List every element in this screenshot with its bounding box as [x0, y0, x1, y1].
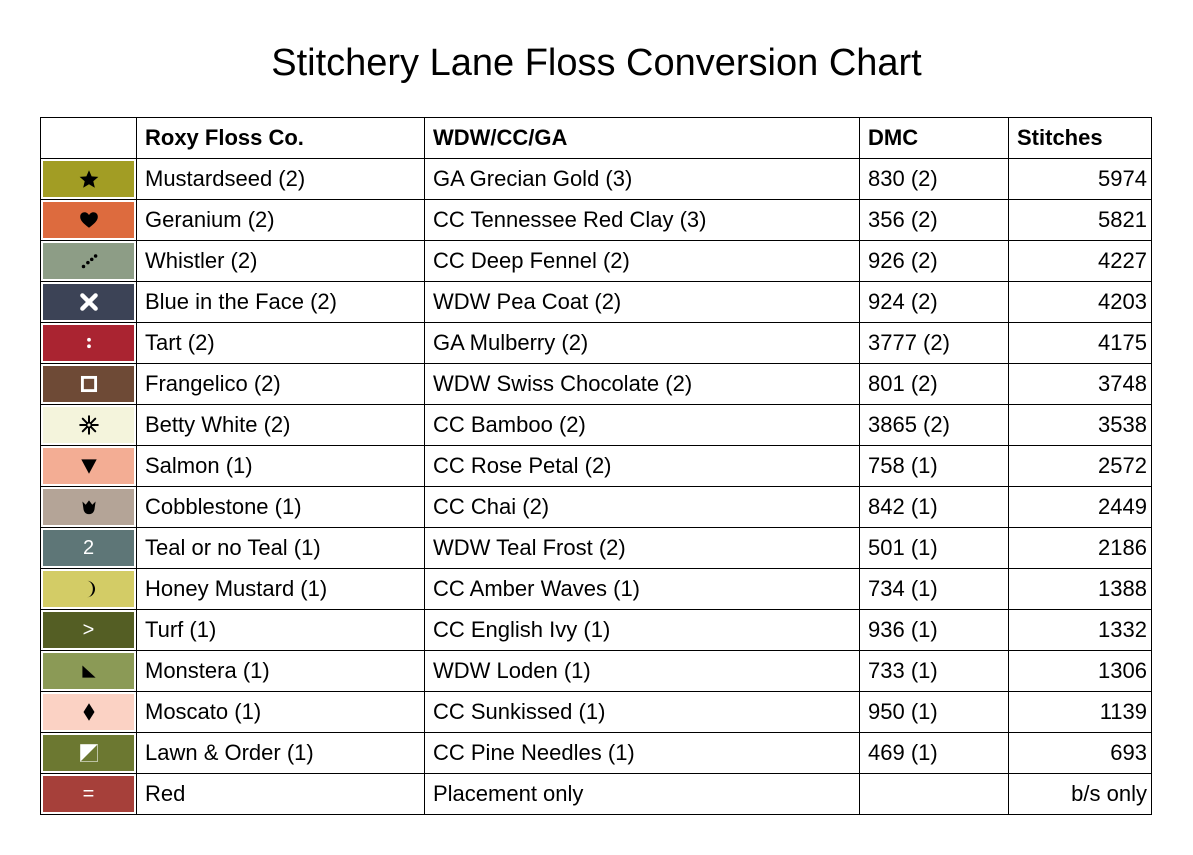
dmc-number: 842 (1) — [860, 487, 1009, 528]
header-symbol — [41, 118, 137, 159]
roxy-floss-name: Turf (1) — [137, 610, 425, 651]
color-swatch-cell — [41, 446, 137, 487]
wdw-cc-ga-name: CC Pine Needles (1) — [425, 733, 860, 774]
roxy-floss-name: Whistler (2) — [137, 241, 425, 282]
color-swatch-cell — [41, 528, 137, 569]
color-swatch — [43, 284, 134, 320]
roxy-floss-name: Tart (2) — [137, 323, 425, 364]
wdw-cc-ga-name: CC Rose Petal (2) — [425, 446, 860, 487]
header-wdw: WDW/CC/GA — [425, 118, 860, 159]
color-swatch — [43, 571, 134, 607]
stitch-count: 2572 — [1009, 446, 1152, 487]
stitch-count: 1332 — [1009, 610, 1152, 651]
color-swatch — [43, 202, 134, 238]
color-swatch — [43, 448, 134, 484]
table-row — [41, 159, 1152, 200]
color-swatch-cell — [41, 405, 137, 446]
dotted-diagonal-icon — [78, 250, 100, 272]
color-swatch — [43, 325, 134, 361]
stitch-count: 1139 — [1009, 692, 1152, 733]
roxy-floss-name: Monstera (1) — [137, 651, 425, 692]
table-row — [41, 446, 1152, 487]
color-swatch-cell — [41, 364, 137, 405]
dmc-number: 733 (1) — [860, 651, 1009, 692]
wdw-cc-ga-name: CC English Ivy (1) — [425, 610, 860, 651]
color-swatch-cell — [41, 774, 137, 815]
wdw-cc-ga-name: CC Amber Waves (1) — [425, 569, 860, 610]
roxy-floss-name: Geranium (2) — [137, 200, 425, 241]
roxy-floss-name: Betty White (2) — [137, 405, 425, 446]
roxy-floss-name: Blue in the Face (2) — [137, 282, 425, 323]
dmc-number: 356 (2) — [860, 200, 1009, 241]
dmc-number: 3865 (2) — [860, 405, 1009, 446]
color-swatch-cell — [41, 569, 137, 610]
color-swatch — [43, 366, 134, 402]
wdw-cc-ga-name: CC Chai (2) — [425, 487, 860, 528]
stitch-count: 2449 — [1009, 487, 1152, 528]
crescent-moon-icon — [78, 578, 100, 600]
header-dmc: DMC — [860, 118, 1009, 159]
color-swatch — [43, 776, 134, 812]
color-swatch — [43, 489, 134, 525]
dmc-number: 3777 (2) — [860, 323, 1009, 364]
dmc-number: 950 (1) — [860, 692, 1009, 733]
wdw-cc-ga-name: Placement only — [425, 774, 860, 815]
wdw-cc-ga-name: WDW Swiss Chocolate (2) — [425, 364, 860, 405]
dmc-number: 926 (2) — [860, 241, 1009, 282]
table-header-row — [41, 118, 1152, 159]
table-row — [41, 487, 1152, 528]
color-swatch — [43, 407, 134, 443]
color-swatch — [43, 612, 134, 648]
stitch-count: 3538 — [1009, 405, 1152, 446]
stitch-count: 2186 — [1009, 528, 1152, 569]
roxy-floss-name: Lawn & Order (1) — [137, 733, 425, 774]
equals-icon: = — [82, 783, 95, 805]
roxy-floss-name: Salmon (1) — [137, 446, 425, 487]
table-row — [41, 651, 1152, 692]
diamond-icon — [78, 701, 100, 723]
roxy-floss-name: Red — [137, 774, 425, 815]
hollow-square-icon — [78, 373, 100, 395]
dmc-number: 758 (1) — [860, 446, 1009, 487]
corner-triangle-icon — [78, 660, 100, 682]
table-row — [41, 364, 1152, 405]
greater-than-icon: > — [82, 619, 95, 641]
color-swatch-cell — [41, 159, 137, 200]
color-swatch-cell — [41, 733, 137, 774]
stitch-count: 4203 — [1009, 282, 1152, 323]
roxy-floss-name: Cobblestone (1) — [137, 487, 425, 528]
wdw-cc-ga-name: CC Bamboo (2) — [425, 405, 860, 446]
stitch-count: 5974 — [1009, 159, 1152, 200]
stitch-count: 4175 — [1009, 323, 1152, 364]
stitch-count: 4227 — [1009, 241, 1152, 282]
page-title: Stitchery Lane Floss Conversion Chart — [271, 42, 922, 84]
table-row — [41, 692, 1152, 733]
wdw-cc-ga-name: GA Mulberry (2) — [425, 323, 860, 364]
stitch-count: b/s only — [1009, 774, 1152, 815]
color-swatch-cell — [41, 241, 137, 282]
table-row — [41, 241, 1152, 282]
color-swatch-cell — [41, 610, 137, 651]
stitch-count: 1388 — [1009, 569, 1152, 610]
wdw-cc-ga-name: GA Grecian Gold (3) — [425, 159, 860, 200]
roxy-floss-name: Honey Mustard (1) — [137, 569, 425, 610]
number-2-icon: 2 — [82, 537, 95, 559]
roxy-floss-name: Mustardseed (2) — [137, 159, 425, 200]
colon-icon — [78, 332, 100, 354]
color-swatch-cell — [41, 487, 137, 528]
table-row — [41, 200, 1152, 241]
heart-icon — [78, 209, 100, 231]
table-row — [41, 610, 1152, 651]
down-triangle-icon — [78, 455, 100, 477]
roxy-floss-name: Teal or no Teal (1) — [137, 528, 425, 569]
dmc-number: 501 (1) — [860, 528, 1009, 569]
bold-x-icon — [78, 291, 100, 313]
color-swatch-cell — [41, 651, 137, 692]
half-square-icon — [78, 742, 100, 764]
table-row — [41, 569, 1152, 610]
table-row — [41, 733, 1152, 774]
color-swatch — [43, 735, 134, 771]
floss-conversion-table — [40, 117, 1152, 815]
wdw-cc-ga-name: WDW Teal Frost (2) — [425, 528, 860, 569]
header-roxy: Roxy Floss Co. — [137, 118, 425, 159]
roxy-floss-name: Frangelico (2) — [137, 364, 425, 405]
table-row — [41, 405, 1152, 446]
dmc-number: 734 (1) — [860, 569, 1009, 610]
dmc-number: 830 (2) — [860, 159, 1009, 200]
color-swatch — [43, 161, 134, 197]
dmc-number — [860, 774, 1009, 815]
stitch-count: 3748 — [1009, 364, 1152, 405]
stitch-count: 693 — [1009, 733, 1152, 774]
color-swatch-cell — [41, 200, 137, 241]
table-row — [41, 323, 1152, 364]
wdw-cc-ga-name: CC Tennessee Red Clay (3) — [425, 200, 860, 241]
wdw-cc-ga-name: CC Deep Fennel (2) — [425, 241, 860, 282]
star-icon — [78, 168, 100, 190]
roxy-floss-name: Moscato (1) — [137, 692, 425, 733]
stitch-count: 5821 — [1009, 200, 1152, 241]
color-swatch-cell — [41, 692, 137, 733]
dmc-number: 936 (1) — [860, 610, 1009, 651]
table-row — [41, 282, 1152, 323]
color-swatch — [43, 694, 134, 730]
table-row — [41, 528, 1152, 569]
color-swatch — [43, 530, 134, 566]
wdw-cc-ga-name: CC Sunkissed (1) — [425, 692, 860, 733]
color-swatch — [43, 653, 134, 689]
wdw-cc-ga-name: WDW Pea Coat (2) — [425, 282, 860, 323]
header-stitches: Stitches — [1009, 118, 1152, 159]
table-row — [41, 774, 1152, 815]
color-swatch-cell — [41, 323, 137, 364]
dmc-number: 924 (2) — [860, 282, 1009, 323]
snowflake-icon — [78, 414, 100, 436]
dmc-number: 801 (2) — [860, 364, 1009, 405]
stitch-count: 1306 — [1009, 651, 1152, 692]
tulip-icon — [78, 496, 100, 518]
color-swatch — [43, 243, 134, 279]
color-swatch-cell — [41, 282, 137, 323]
dmc-number: 469 (1) — [860, 733, 1009, 774]
wdw-cc-ga-name: WDW Loden (1) — [425, 651, 860, 692]
